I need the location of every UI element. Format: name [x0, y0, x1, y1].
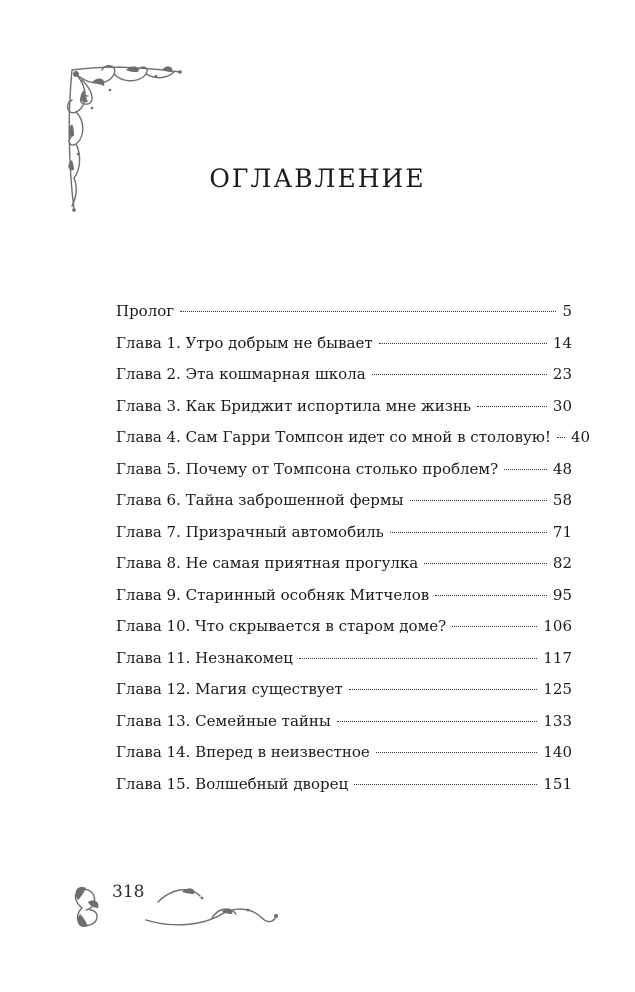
toc-entry-label: Глава 2. Эта кошмарная школа — [116, 365, 366, 383]
toc-entry-label: Глава 15. Волшебный дворец — [116, 774, 349, 793]
toc-entry-chapter-8[interactable] — [116, 548, 572, 580]
toc-entry-label: Глава 9. Старинный особняк Митчелов — [116, 585, 430, 604]
toc-entry-label: Глава 4. Сам Гарри Томпсон идет со мной в столовую! — [116, 428, 551, 446]
toc-entry-label: Глава 5. Почему от Томпсона столько проблем? — [116, 459, 499, 478]
dot-leader — [435, 595, 547, 596]
toc-entry-label: Глава 7. Призрачный автомобиль — [116, 522, 384, 541]
footer-flourish-ornament — [62, 878, 282, 938]
toc-entry-page: 23 — [552, 365, 572, 383]
toc-entry-chapter-15[interactable] — [116, 769, 572, 801]
toc-entry-label: Глава 12. Магия существует — [116, 680, 343, 698]
toc-entry-label: Глава 3. Как Бриджит испортила мне жизнь — [116, 396, 472, 415]
page-title: ОГЛАВЛЕНИЕ — [209, 164, 426, 193]
table-of-contents — [116, 296, 591, 800]
toc-entry-page: 151 — [543, 774, 572, 793]
toc-entry-chapter-14[interactable] — [116, 737, 572, 769]
dot-leader — [376, 752, 538, 753]
dot-leader — [477, 406, 547, 407]
toc-entry-page: 40 — [570, 428, 591, 446]
dot-leader — [349, 689, 538, 690]
toc-entry-label: Пролог — [116, 302, 175, 320]
toc-entry-page: 30 — [552, 396, 572, 415]
toc-entry-label: Глава 11. Незнакомец — [116, 648, 293, 667]
corner-flourish-ornament — [62, 60, 192, 220]
dot-leader — [354, 784, 537, 785]
toc-entry-label: Глава 14. Вперед в неизвестное — [116, 743, 370, 761]
dot-leader — [424, 563, 547, 564]
dot-leader — [410, 500, 547, 501]
toc-entry-label: Глава 1. Утро добрым не бывает — [116, 333, 373, 352]
toc-entry-page: 82 — [552, 554, 572, 572]
page-number: 318 — [112, 882, 145, 902]
dot-leader — [180, 311, 556, 312]
toc-entry-page: 48 — [552, 459, 572, 478]
toc-entry-chapter-12[interactable] — [116, 674, 572, 706]
toc-entry-prologue[interactable] — [116, 296, 572, 328]
dot-leader — [379, 343, 547, 344]
toc-entry-page: 95 — [552, 585, 572, 604]
toc-entry-page: 71 — [552, 522, 572, 541]
toc-entry-chapter-1[interactable] — [116, 328, 572, 360]
toc-entry-page: 140 — [543, 743, 572, 761]
toc-entry-chapter-3[interactable] — [116, 391, 572, 423]
toc-entry-page: 106 — [543, 617, 572, 635]
toc-entry-page: 133 — [543, 711, 572, 730]
toc-entry-chapter-13[interactable] — [116, 706, 572, 738]
toc-entry-chapter-2[interactable] — [116, 359, 572, 391]
toc-entry-page: 125 — [543, 680, 572, 698]
toc-entry-label: Глава 8. Не самая приятная прогулка — [116, 554, 419, 572]
dot-leader — [337, 721, 538, 722]
toc-entry-chapter-4[interactable] — [116, 422, 591, 454]
toc-entry-chapter-11[interactable] — [116, 643, 572, 675]
toc-entry-page: 5 — [562, 302, 572, 320]
toc-entry-label: Глава 6. Тайна заброшенной фермы — [116, 491, 404, 509]
toc-entry-page: 14 — [552, 333, 572, 352]
toc-entry-page: 117 — [543, 648, 572, 667]
dot-leader — [299, 658, 538, 659]
toc-entry-chapter-10[interactable] — [116, 611, 572, 643]
toc-entry-chapter-6[interactable] — [116, 485, 572, 517]
toc-entry-chapter-9[interactable] — [116, 580, 572, 612]
dot-leader — [372, 374, 547, 375]
toc-entry-label: Глава 13. Семейные тайны — [116, 711, 331, 730]
dot-leader — [504, 469, 547, 470]
toc-entry-label: Глава 10. Что скрывается в старом доме? — [116, 617, 447, 635]
toc-entry-chapter-7[interactable] — [116, 517, 572, 549]
toc-entry-chapter-5[interactable] — [116, 454, 572, 486]
dot-leader — [390, 532, 547, 533]
toc-entry-page: 58 — [552, 491, 572, 509]
dot-leader — [452, 626, 537, 627]
dot-leader — [557, 437, 565, 438]
